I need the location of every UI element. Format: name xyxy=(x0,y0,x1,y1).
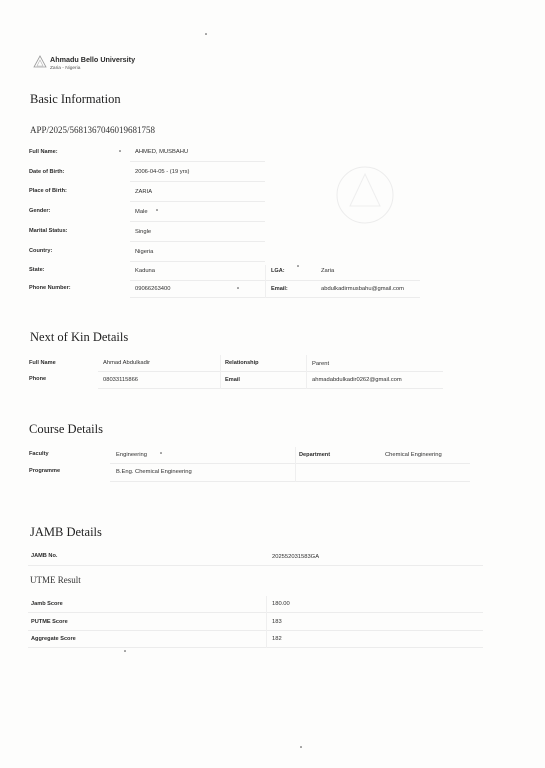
watermark-seal xyxy=(330,160,400,230)
kin-phone-value: 08033115866 xyxy=(103,377,139,383)
row-divider xyxy=(98,388,443,389)
row-divider xyxy=(28,565,483,566)
faculty-value: Engineering xyxy=(116,452,147,458)
phone-number-value: 09066263400 xyxy=(135,286,171,292)
jamb-no-label: JAMB No. xyxy=(31,553,58,559)
scan-speck xyxy=(297,265,299,267)
jamb-no-value: 202552031583GA xyxy=(272,554,320,560)
scan-speck xyxy=(156,209,158,211)
basic-info-title: Basic Information xyxy=(30,92,121,106)
row-divider xyxy=(110,463,470,464)
kin-full-name-value: Ahmad Abdulkadir xyxy=(103,360,151,366)
row-divider xyxy=(130,161,265,162)
email-label: Email: xyxy=(271,286,288,292)
scan-speck xyxy=(205,33,207,35)
phone-number-label: Phone Number: xyxy=(29,285,71,291)
row-divider xyxy=(130,241,265,242)
state-label: State: xyxy=(29,267,45,273)
application-id: APP/2025/5681367046019681758 xyxy=(30,125,156,135)
jamb-score-value: 180.00 xyxy=(272,601,290,607)
jamb-details-title: JAMB Details xyxy=(30,525,102,539)
row-divider xyxy=(28,612,483,613)
kin-email-value: ahmadabdulkadir0262@gmail.com xyxy=(312,377,402,383)
column-divider xyxy=(265,265,266,298)
full-name-value: AHMED, MUSBAHU xyxy=(135,149,189,155)
scan-speck xyxy=(119,150,121,152)
putme-score-value: 183 xyxy=(272,619,282,625)
row-divider xyxy=(130,261,265,262)
aggregate-score-value: 182 xyxy=(272,636,282,642)
row-divider xyxy=(130,201,265,202)
scan-speck xyxy=(237,287,239,289)
aggregate-score-label: Aggregate Score xyxy=(31,636,76,642)
place-of-birth-value: ZARIA xyxy=(135,189,153,195)
row-divider xyxy=(28,647,483,648)
country-value: Nigeria xyxy=(135,249,154,255)
course-details-title: Course Details xyxy=(29,422,103,436)
university-name: Ahmadu Bello University xyxy=(50,55,136,64)
programme-label: Programme xyxy=(29,468,61,474)
scan-speck xyxy=(124,650,126,652)
date-of-birth-label: Date of Birth: xyxy=(29,169,65,175)
column-divider xyxy=(306,355,307,389)
country-label: Country: xyxy=(29,248,53,254)
kin-relationship-value: Parent xyxy=(312,361,330,367)
kin-relationship-label: Relationship xyxy=(225,360,259,366)
next-of-kin-title: Next of Kin Details xyxy=(30,330,129,344)
utme-result-title: UTME Result xyxy=(30,575,81,585)
university-location: Zaria - Nigeria xyxy=(50,66,81,71)
column-divider xyxy=(266,596,267,648)
kin-email-label: Email xyxy=(225,377,240,383)
row-divider xyxy=(98,371,443,372)
column-divider xyxy=(220,355,221,389)
kin-full-name-label: Full Name xyxy=(29,360,56,366)
kin-phone-label: Phone xyxy=(29,376,47,382)
marital-status-value: Single xyxy=(135,229,152,235)
marital-status-label: Marital Status: xyxy=(29,228,68,234)
faculty-label: Faculty xyxy=(29,451,49,457)
row-divider xyxy=(28,630,483,631)
row-divider xyxy=(130,280,420,281)
scan-speck xyxy=(300,746,302,748)
scan-speck xyxy=(160,452,162,454)
state-value: Kaduna xyxy=(135,268,155,274)
row-divider xyxy=(130,221,265,222)
putme-score-label: PUTME Score xyxy=(31,619,68,625)
department-value: Chemical Engineering xyxy=(385,452,442,458)
lga-value: Zaria xyxy=(321,268,335,274)
full-name-label: Full Name: xyxy=(29,149,58,155)
lga-label: LGA: xyxy=(271,268,285,274)
column-divider xyxy=(295,447,296,482)
university-logo-icon xyxy=(33,55,47,69)
gender-value: Male xyxy=(135,209,148,215)
programme-value: B.Eng. Chemical Engineering xyxy=(116,469,192,475)
department-label: Department xyxy=(299,452,331,458)
email-value: abdulkadirmusbahu@gmail.com xyxy=(321,286,404,292)
row-divider xyxy=(130,297,420,298)
gender-label: Gender: xyxy=(29,208,51,214)
date-of-birth-value: 2006-04-05 - (19 yrs) xyxy=(135,169,190,175)
row-divider xyxy=(110,481,470,482)
jamb-score-label: Jamb Score xyxy=(31,601,63,607)
place-of-birth-label: Place of Birth: xyxy=(29,188,67,194)
row-divider xyxy=(130,181,265,182)
